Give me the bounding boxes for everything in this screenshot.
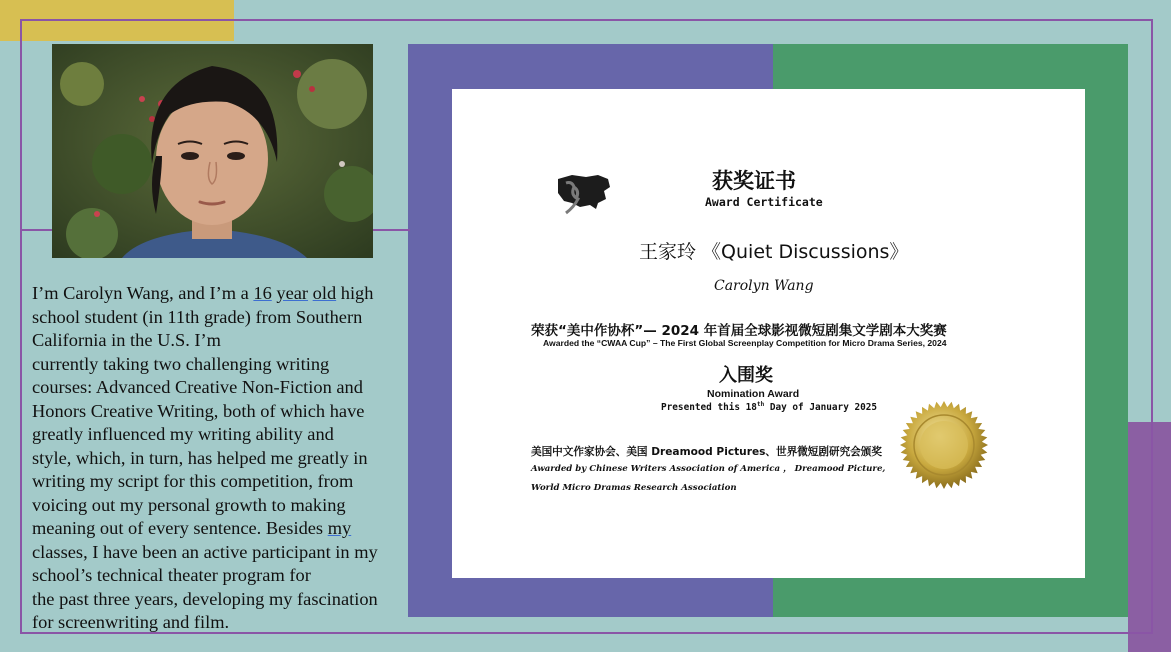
award-title-cn: 荣获“美中作协杯”— 2024 年首届全球影视微短剧集文学剧本大奖赛 bbox=[531, 323, 947, 339]
certificate-title-en: Award Certificate bbox=[705, 195, 823, 209]
bio-line: voicing out my personal growth to making bbox=[32, 494, 346, 515]
issuer-cn: 美国中文作家协会、美国 Dreamood Pictures、世界微短剧研究会颁奖 bbox=[531, 446, 882, 458]
certificate-title-cn: 获奖证书 bbox=[712, 169, 796, 193]
bio-line: the past three years, developing my fascination bbox=[32, 588, 378, 609]
gold-seal-icon bbox=[898, 399, 990, 491]
award-title-en: Awarded the “CWAA Cup” – The First Global Screenplay Competition for Micro Drama Series, 2024 bbox=[543, 338, 947, 348]
presentation-date: Presented this 18th Day of January 2025 bbox=[661, 401, 878, 414]
bio-line: currently taking two challenging writing bbox=[32, 353, 330, 374]
bio-line: classes, I have been an active participant in my bbox=[32, 541, 378, 562]
bio-line: school student (in 11th grade) from Southern bbox=[32, 306, 363, 327]
bio-line: Honors Creative Writing, both of which have bbox=[32, 400, 365, 421]
bio-line: California in the U.S. I’m bbox=[32, 330, 221, 350]
bio-line: for screenwriting and film. bbox=[32, 612, 230, 632]
bio-line: writing my script for this competition, from bbox=[32, 471, 354, 491]
nomination-award-en: Nomination Award bbox=[707, 388, 800, 400]
winner-name-and-work: 王家玲 《Quiet Discussions》 bbox=[639, 241, 909, 263]
bio-line: meaning out of every sentence. Besides my bbox=[32, 518, 352, 538]
bio-line: greatly influenced my writing ability and bbox=[32, 424, 334, 444]
bio-line: courses: Advanced Creative Non-Fiction and bbox=[32, 377, 363, 397]
student-photo bbox=[52, 44, 373, 258]
bio-line: style, which, in turn, has helped me greatly in bbox=[32, 447, 368, 468]
bio-line: school’s technical theater program for bbox=[32, 565, 311, 585]
bio-line: I’m Carolyn Wang, and I’m a 16 year old high bbox=[32, 283, 374, 303]
issuer-en-line-1: Awarded by Chinese Writers Association of America ， Dreamood Picture, bbox=[531, 464, 886, 474]
nomination-award-cn: 入围奖 bbox=[719, 365, 773, 386]
award-certificate bbox=[452, 89, 1085, 578]
bio-text bbox=[32, 282, 413, 635]
issuer-en-line-2: World Micro Dramas Research Association bbox=[531, 483, 737, 493]
signature: Carolyn Wang bbox=[714, 278, 814, 294]
map-logo-icon bbox=[552, 169, 612, 217]
